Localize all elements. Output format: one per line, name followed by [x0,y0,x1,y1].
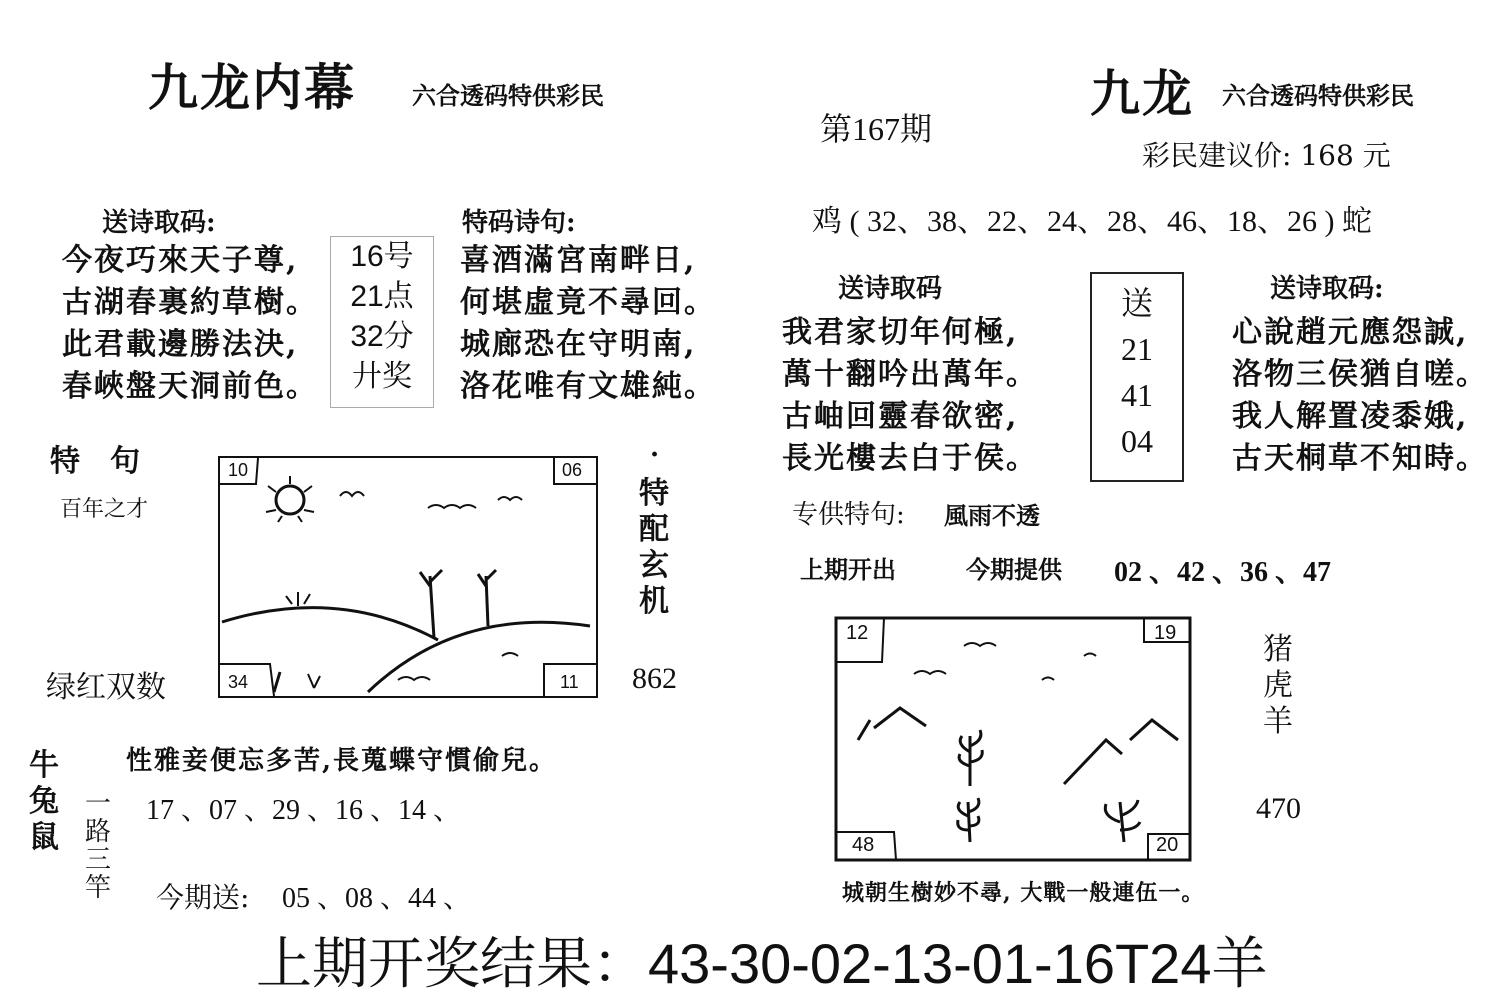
zodiac-char: 兔 [29,784,59,819]
left-zodiac-vertical [26,748,62,856]
right-slogan: 六合透码特供彩民 [1222,81,1414,110]
issue-number: 第167期 [820,111,933,147]
today-provide-numbers: 02 、42 、36 、47 [1114,557,1332,588]
today-send-label: 今期送: [156,881,250,914]
vert-char: 配 [639,512,669,547]
route-char: 路 [84,817,111,847]
vert-char: 玄 [639,548,669,583]
left-poem-header: 送诗取码: [102,208,216,238]
tejiu-label: 特 句 [50,444,140,479]
left-title: 九龙内幕 [148,58,356,117]
left-poem [62,240,318,408]
right-poem-right [1232,312,1488,480]
left-landscape-picture [218,456,598,698]
tejiu-text: 百年之才 [60,497,149,522]
box-line: 04 [1121,423,1153,459]
poem-line: 喜酒滿宮南畔日, [460,243,697,278]
right-poem-header-left: 送诗取码 [838,274,943,304]
poem-line: 我君家切年何極, [782,315,1019,350]
poem-line: 萬十翻吟出萬年。 [782,357,1038,392]
zodiac-char: 虎 [1263,668,1293,703]
poem-line: 何堪虛竟不尋回。 [460,285,716,320]
special-text: 風雨不透 [944,501,1040,530]
zodiac-char: 猪 [1263,632,1293,667]
right-corner-tr: 19 [1154,622,1177,644]
last-issue-label: 上期开出 [800,555,896,584]
left-corner-tl: 10 [228,460,249,480]
route-vertical [80,790,116,902]
lvhong-label: 绿红双数 [46,670,166,705]
route-char: 一 [84,789,111,819]
zodiac-char: 鼠 [29,820,59,855]
poem-line: 今夜巧來天子尊, [62,243,299,278]
left-corner-bl: 34 [228,672,249,692]
poem-line: 春峽盤天洞前色。 [62,369,318,404]
vert-char: 特 [639,476,669,511]
left-special-header: 特码诗句: [462,208,576,238]
right-poem-left [782,312,1038,480]
poem-line: 心說趙元應怨誠, [1232,315,1469,350]
right-poem-header-right: 送诗取码: [1270,274,1384,304]
vert-char: 机 [639,584,669,619]
right-landscape-picture [834,616,1194,864]
box-line: 41 [1121,377,1153,413]
poem-line: 古岫回靈春欲密, [782,399,1019,434]
left-corner-br: 11 [560,672,579,692]
box-line: 廾奖 [352,360,412,393]
box-line: 送 [1120,285,1153,321]
box-line: 21点 [350,280,414,313]
left-vertical-tepei [636,476,672,620]
left-slogan: 六合透码特供彩民 [412,81,604,110]
right-code-box [1090,272,1184,482]
right-corner-bl: 48 [852,834,875,856]
right-corner-tl: 12 [846,622,869,644]
poem-line: 洛物三侯猶自嗟。 [1232,357,1488,392]
zodiac-char: 牛 [29,748,59,783]
left-special-poem [460,240,716,408]
right-corner-br: 20 [1156,834,1179,856]
animal-numbers-line: 鸡 ( 32、38、22、24、28、46、18、26 ) 蛇 [812,205,1372,238]
left-corner-tr: 06 [562,460,583,480]
poem-line: 洛花唯有文雄純。 [460,369,716,404]
poem-line: 此君載邊勝法決, [62,327,299,362]
left-verse: 性雅妾便忘多苦,長蒐蝶守慣偷兒。 [126,746,558,776]
suggested-price: 彩民建议价: 168 元 [1142,139,1391,172]
zodiac-char: 羊 [1263,704,1293,739]
today-send-numbers: 05 、08 、44 、 [282,883,472,914]
last-result-banner: 上期开奖结果：43-30-02-13-01-16T24羊 [256,932,1268,995]
poem-line: 長光樓去白于侯。 [782,441,1038,476]
poem-line: 我人解置凌黍娥, [1232,399,1469,434]
left-code-box [330,236,434,408]
right-title: 九龙 [1090,64,1194,123]
today-provide-label: 今期提供 [966,555,1062,584]
right-zodiac-vertical [1260,632,1296,740]
box-line: 32分 [350,320,414,353]
poem-line: 城廊恐在守明南, [460,327,697,362]
special-label: 专供特句: [792,500,905,530]
poem-line: 古天桐草不知時。 [1232,441,1488,476]
vert-dot: · [650,440,660,470]
number-470: 470 [1256,792,1301,825]
right-caption: 城朝生樹妙不尋, 大戰一般連伍一。 [842,880,1205,906]
route-numbers: 17 、07 、29 、16 、14 、 [146,795,462,826]
box-line: 21 [1121,331,1153,367]
poem-line: 古湖春裏約草樹。 [62,285,318,320]
route-char: 三 [84,845,111,875]
number-862: 862 [632,662,677,695]
route-char: 竿 [84,873,111,903]
box-line: 16号 [350,240,414,273]
